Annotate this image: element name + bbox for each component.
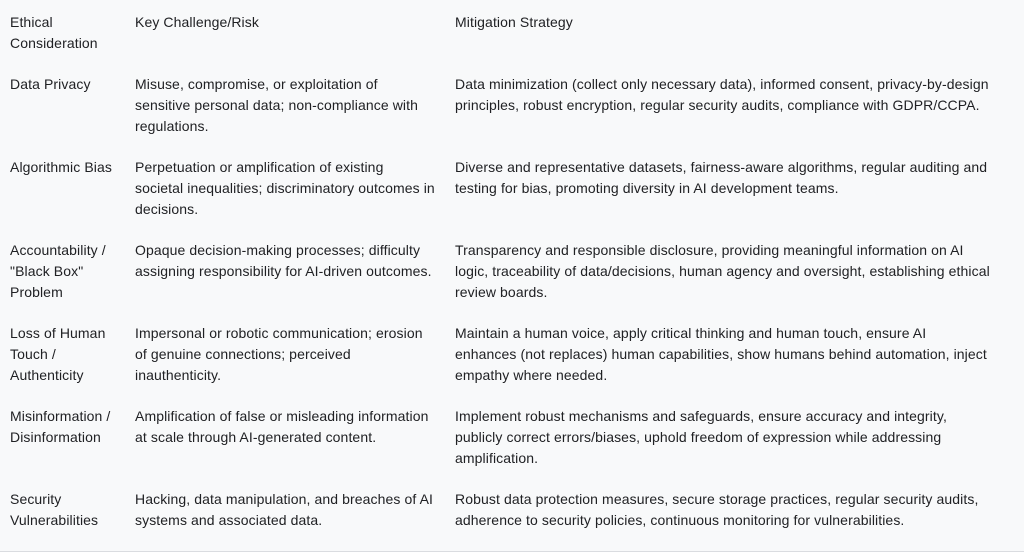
- cell-mitigation: Robust data protection measures, secure storage practices, regular security audits, adherence to security policies, continuous monitoring for vulnerabilities.: [455, 491, 979, 528]
- cell-challenge: Opaque decision-making processes; difficulty assigning responsibility for AI-driven outcomes.: [135, 242, 432, 279]
- cell-consideration: Loss of Human Touch / Authenticity: [10, 325, 106, 383]
- cell-challenge: Perpetuation or amplification of existing societal inequalities; discriminatory outcomes in decisions.: [135, 159, 435, 217]
- cell-consideration: Security Vulnerabilities: [10, 491, 99, 528]
- table-row: [0, 323, 1024, 406]
- cell-challenge: Misuse, compromise, or exploitation of sensitive personal data; non-compliance with regulations.: [135, 76, 418, 134]
- table-header-row: [0, 12, 1024, 74]
- cell-mitigation: Implement robust mechanisms and safeguards, ensure accuracy and integrity, publicly correct errors/biases, uphold freedom of expression while addressing amplification.: [455, 408, 947, 466]
- table-row: [0, 489, 1024, 551]
- cell-challenge: Impersonal or robotic communication; erosion of genuine connections; perceived inauthenticity.: [135, 325, 423, 383]
- table-header: [0, 12, 1024, 74]
- table-body: [0, 74, 1024, 551]
- ethics-table: [0, 12, 1024, 551]
- cell-mitigation: Data minimization (collect only necessary data), informed consent, privacy-by-design principles, robust encryption, regular security audits, compliance with GDPR/CCPA.: [455, 76, 989, 113]
- table-row: [0, 157, 1024, 240]
- cell-challenge: Amplification of false or misleading information at scale through AI-generated content.: [135, 408, 429, 445]
- table-row: [0, 240, 1024, 323]
- column-header-ethical-consideration: Ethical Consideration: [10, 14, 98, 51]
- cell-consideration: Misinformation / Disinformation: [10, 408, 111, 445]
- column-header-mitigation-strategy: Mitigation Strategy: [455, 14, 573, 30]
- cell-consideration: Data Privacy: [10, 76, 91, 92]
- cell-mitigation: Transparency and responsible disclosure, providing meaningful information on AI logic, traceability of data/decisions, human agency and oversight, establishing ethical review boards.: [455, 242, 990, 300]
- cell-challenge: Hacking, data manipulation, and breaches of AI systems and associated data.: [135, 491, 434, 528]
- cell-consideration: Accountability / "Black Box" Problem: [10, 242, 106, 300]
- cell-consideration: Algorithmic Bias: [10, 159, 112, 175]
- cell-mitigation: Diverse and representative datasets, fairness-aware algorithms, regular auditing and testing for bias, promoting diversity in AI development teams.: [455, 159, 988, 196]
- table-row: [0, 406, 1024, 489]
- table-row: [0, 74, 1024, 157]
- cell-mitigation: Maintain a human voice, apply critical thinking and human touch, ensure AI enhances (not replaces) human capabilities, show humans behind automation, inject empathy where needed.: [455, 325, 987, 383]
- column-header-key-challenge-risk: Key Challenge/Risk: [135, 14, 259, 30]
